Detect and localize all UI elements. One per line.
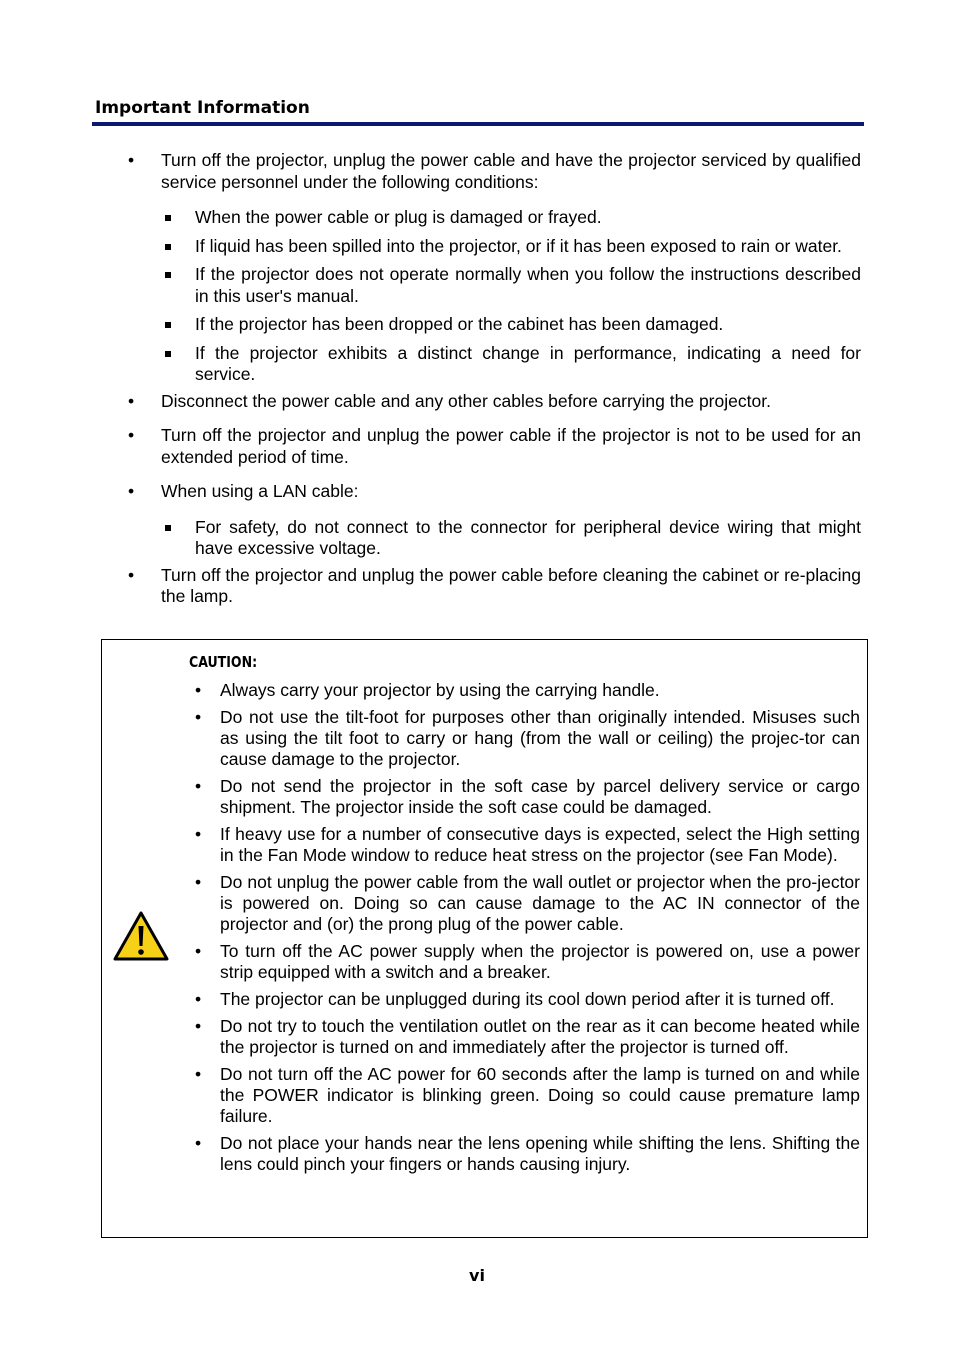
bullet-icon: • [128,425,135,445]
caution-box [101,639,868,1238]
caution-item [195,707,860,770]
sub-list-item-text: When the power cable or plug is damaged or frayed. [195,207,602,227]
caution-item-text: If heavy use for a number of consecutive days is expected, select the High setting in the Fan Mode window to reduce heat stress on the projector (see Fan Mode). [220,824,860,865]
caution-item [195,989,860,1010]
bullet-icon: • [195,1064,202,1084]
list-item-text: Turn off the projector and unplug the power cable if the projector is not to be used for an extended period of time. [161,425,861,467]
bullet-icon: • [195,824,202,844]
list-item [128,390,861,413]
list-item-text: When using a LAN cable: [161,481,359,501]
list-item [128,425,861,468]
bullet-icon: • [128,150,135,170]
sub-list [195,517,861,560]
warning-triangle-icon [113,910,169,962]
bullet-icon: • [195,680,202,700]
caution-list [195,680,860,1181]
sub-list-item [195,343,861,386]
list-item-text: Disconnect the power cable and any other cables before carrying the projector. [161,390,771,411]
header-rule [92,122,864,126]
caution-item-text: Do not place your hands near the lens opening while shifting the lens. Shifting the lens could pinch your fingers or hands causing injury. [220,1133,860,1174]
caution-item-text: The projector can be unplugged during its cool down period after it is turned off. [220,989,835,1009]
sub-list-item [195,314,861,336]
square-bullet-icon [165,215,171,221]
sub-list-item [195,236,861,258]
sub-list-item-text: If the projector does not operate normally when you follow the instructions described in this user's manual. [195,264,861,306]
bullet-icon: • [195,1133,202,1153]
sub-list [195,207,861,386]
bullet-icon: • [195,872,202,892]
page-header-title: Important Information [95,98,310,118]
square-bullet-icon [165,272,171,278]
caution-item [195,941,860,983]
caution-heading: CAUTION: [189,653,258,671]
sub-list-item-text: If the projector has been dropped or the cabinet has been damaged. [195,314,724,334]
bullet-icon: • [195,941,202,961]
list-item [128,150,861,386]
caution-item-text: Always carry your projector by using the carrying handle. [220,680,660,700]
main-bullet-list [128,150,861,608]
list-item [128,481,861,560]
caution-item-text: Do not unplug the power cable from the wall outlet or projector when the pro-jector is powered on. Doing so can cause damage to the AC IN connector of the projector and (or) the prong plug of the power cable. [220,872,860,934]
sub-list-item-text: If the projector exhibits a distinct change in performance, indicating a need for service. [195,342,861,384]
caution-item-text: Do not use the tilt-foot for purposes other than originally intended. Misuses such as using the tilt foot to carry or hang (from the wall or ceiling) the projec-tor can cause damage to the projector. [220,707,860,769]
page-number: vi [469,1266,485,1285]
caution-item [195,776,860,818]
bullet-icon: • [195,1016,202,1036]
bullet-icon: • [195,776,202,796]
caution-item-text: Do not send the projector in the soft case by parcel delivery service or cargo shipment. The projector inside the soft case could be damaged. [220,776,860,817]
caution-item [195,1133,860,1175]
caution-item [195,1064,860,1127]
sub-list-item [195,517,861,560]
caution-item-text: Do not turn off the AC power for 60 seconds after the lamp is turned on and while the POWER indicator is blinking green. Doing so could cause premature lamp failure. [220,1064,860,1126]
bullet-icon: • [128,564,135,585]
caution-item [195,872,860,935]
square-bullet-icon [165,322,171,328]
sub-list-item-text: For safety, do not connect to the connector for peripheral device wiring that might have excessive voltage. [195,516,861,558]
bullet-icon: • [195,989,202,1009]
sub-list-item [195,207,861,229]
sub-list-item-text: If liquid has been spilled into the projector, or if it has been exposed to rain or water. [195,235,842,256]
bullet-icon: • [195,707,202,727]
caution-item-text: To turn off the AC power supply when the projector is powered on, use a power strip equipped with a switch and a breaker. [220,941,860,982]
bullet-icon: • [128,481,135,501]
bullet-icon: • [128,390,135,411]
caution-item-text: Do not try to touch the ventilation outlet on the rear as it can become heated while the projector is turned on and immediately after the projector is turned off. [220,1016,860,1057]
sub-list-item [195,264,861,307]
list-item-text: Turn off the projector, unplug the power cable and have the projector serviced by qualified service personnel under the following conditions: [161,150,861,192]
caution-item [195,1016,860,1058]
square-bullet-icon [165,525,171,531]
list-item-text: Turn off the projector and unplug the power cable before cleaning the cabinet or re-placing the lamp. [161,564,861,606]
caution-item [195,680,860,701]
square-bullet-icon [165,244,171,250]
caution-item [195,824,860,866]
square-bullet-icon [165,351,171,357]
list-item [128,564,861,608]
